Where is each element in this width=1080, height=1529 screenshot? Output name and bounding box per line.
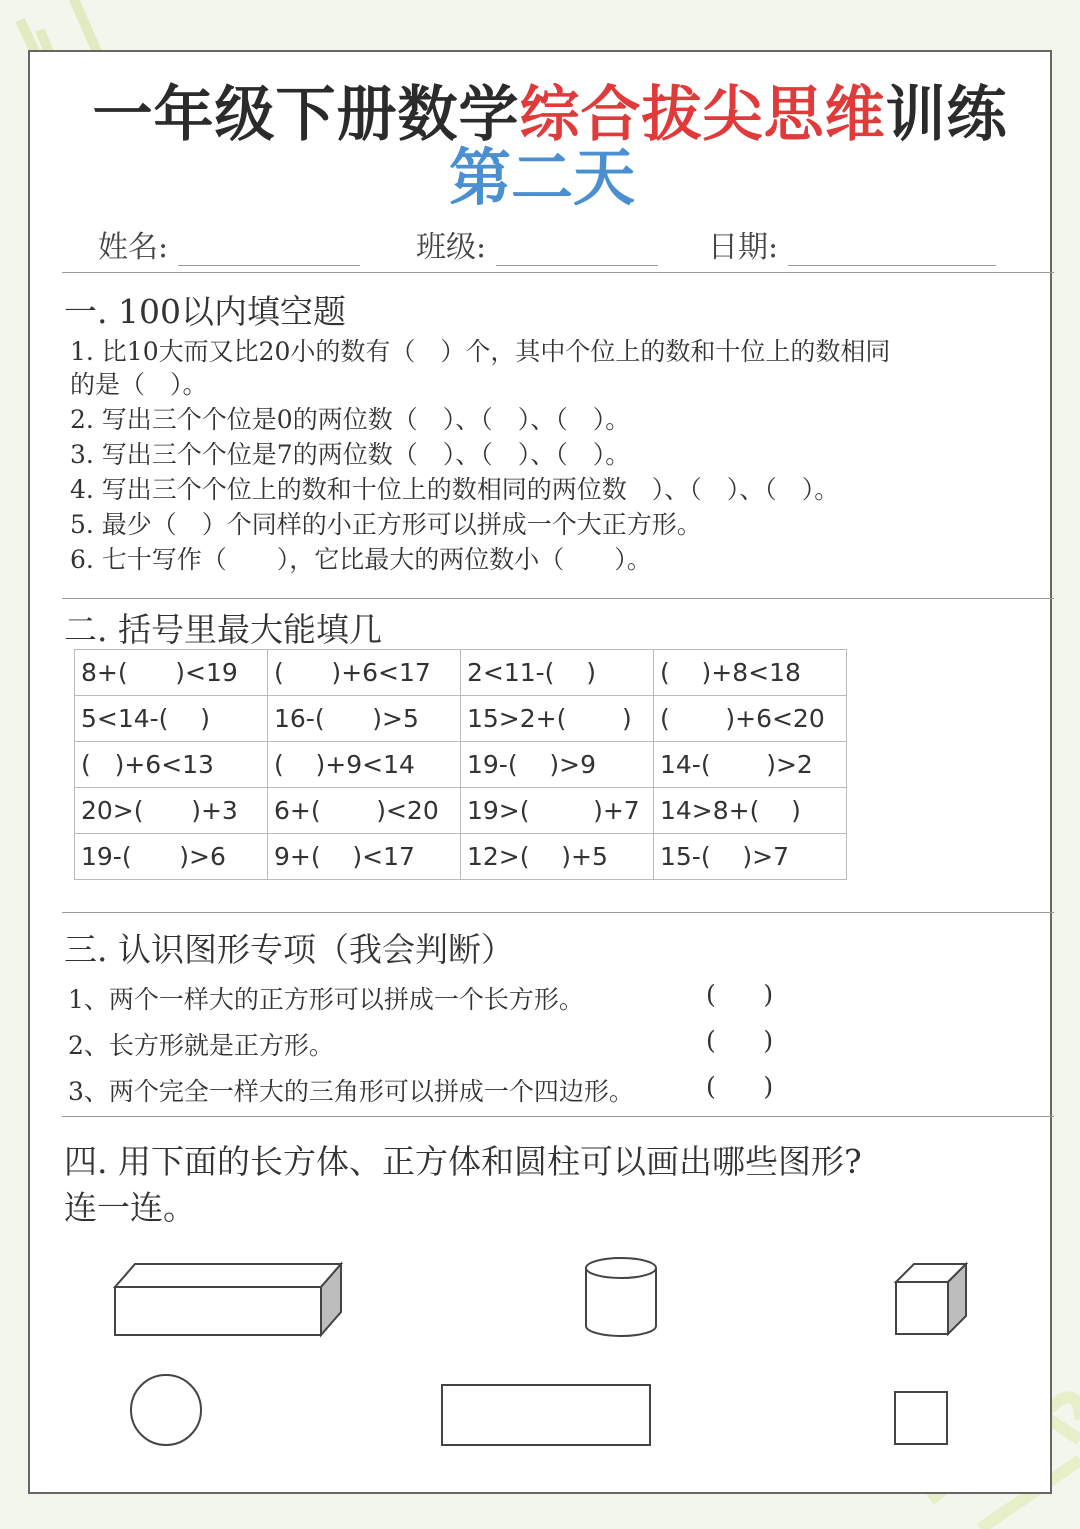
answer-box[interactable]: ( ) <box>706 1026 774 1055</box>
table-cell[interactable]: 15-( )>7 <box>654 834 847 880</box>
inequality-table <box>74 649 847 880</box>
name-field[interactable] <box>98 222 360 266</box>
judge-item-1: 1、两个一样大的正方形可以拼成一个长方形。 <box>68 985 584 1014</box>
question-4: 4. 写出三个个位上的数和十位上的数相同的两位数 ）、（ ）、（ ）。 <box>70 475 840 504</box>
table-cell[interactable]: 19>( )+7 <box>461 788 654 834</box>
table-cell[interactable]: ( )+6<13 <box>75 742 268 788</box>
answer-box[interactable]: ( ) <box>706 1072 774 1101</box>
divider <box>62 912 1054 913</box>
circle-icon[interactable] <box>131 1375 201 1445</box>
table-cell[interactable]: ( )+9<14 <box>268 742 461 788</box>
table-cell[interactable]: 19-( )>6 <box>75 834 268 880</box>
table-cell[interactable]: ( )+6<20 <box>654 696 847 742</box>
worksheet-subtitle: 第二天 <box>448 141 635 214</box>
judge-item-2: 2、长方形就是正方形。 <box>68 1031 334 1060</box>
table-cell[interactable]: 6+( )<20 <box>268 788 461 834</box>
square-icon[interactable] <box>895 1392 947 1444</box>
table-cell[interactable]: 19-( )>9 <box>461 742 654 788</box>
judge-item-3: 3、两个完全一样大的三角形可以拼成一个四边形。 <box>68 1077 634 1106</box>
table-cell[interactable]: ( )+6<17 <box>268 650 461 696</box>
table-cell[interactable]: 14>8+( ) <box>654 788 847 834</box>
divider <box>62 598 1054 599</box>
worksheet-title <box>60 82 1040 148</box>
title-part-2: 综合拔尖思维 <box>519 80 886 150</box>
table-cell[interactable]: 16-( )>5 <box>268 696 461 742</box>
name-blank-line[interactable] <box>178 235 360 266</box>
divider <box>62 272 1054 273</box>
section-4-title: 四. 用下面的长方体、正方体和圆柱可以画出哪些图形? <box>64 1142 862 1181</box>
table-row <box>75 834 847 880</box>
divider <box>62 1116 1054 1117</box>
table-cell[interactable]: 12>( )+5 <box>461 834 654 880</box>
question-1: 1. 比10大而又比20小的数有（ ）个，其中个位上的数和十位上的数相同 <box>70 337 891 366</box>
question-6: 6. 七十写作（ ），它比最大的两位数小（ ）。 <box>70 545 652 574</box>
section-1-title: 一. 100以内填空题 <box>64 292 346 331</box>
date-field[interactable] <box>708 222 996 266</box>
question-5: 5. 最少（ ）个同样的小正方形可以拼成一个大正方形。 <box>70 510 702 539</box>
cube-icon[interactable] <box>896 1264 966 1334</box>
section-4-title-line-2: 连一连。 <box>64 1188 196 1227</box>
table-cell[interactable]: 8+( )<19 <box>75 650 268 696</box>
class-label: 班级: <box>416 230 487 265</box>
date-label: 日期: <box>708 230 779 265</box>
name-label: 姓名: <box>98 230 169 265</box>
class-field[interactable] <box>416 222 658 266</box>
table-cell[interactable]: 14-( )>2 <box>654 742 847 788</box>
question-3: 3. 写出三个个位是7的两位数（ ）、（ ）、（ ）。 <box>70 440 631 469</box>
table-cell[interactable]: 15>2+( ) <box>461 696 654 742</box>
class-blank-line[interactable] <box>496 235 658 266</box>
table-cell[interactable]: 2<11-( ) <box>461 650 654 696</box>
table-row <box>75 650 847 696</box>
section-3-title: 三. 认识图形专项（我会判断） <box>64 930 514 969</box>
table-row <box>75 788 847 834</box>
table-row <box>75 696 847 742</box>
table-cell[interactable]: 9+( )<17 <box>268 834 461 880</box>
question-2: 2. 写出三个个位是0的两位数（ ）、（ ）、（ ）。 <box>70 405 631 434</box>
rectangle-icon[interactable] <box>442 1385 650 1445</box>
answer-box[interactable]: ( ) <box>706 980 774 1009</box>
shapes-area <box>30 1242 1054 1462</box>
section-2-title: 二. 括号里最大能填几 <box>64 610 382 649</box>
worksheet <box>28 50 1052 1494</box>
date-blank-line[interactable] <box>788 235 996 266</box>
title-part-3: 训练 <box>885 80 1008 150</box>
table-cell[interactable]: ( )+8<18 <box>654 650 847 696</box>
title-part-1: 一年级下册数学 <box>92 80 520 150</box>
table-cell[interactable]: 5<14-( ) <box>75 696 268 742</box>
cuboid-icon[interactable] <box>115 1264 341 1335</box>
table-cell[interactable]: 20>( )+3 <box>75 788 268 834</box>
table-row <box>75 742 847 788</box>
question-1-continued: 的是（ ）。 <box>70 370 208 399</box>
cylinder-icon[interactable] <box>586 1258 656 1336</box>
